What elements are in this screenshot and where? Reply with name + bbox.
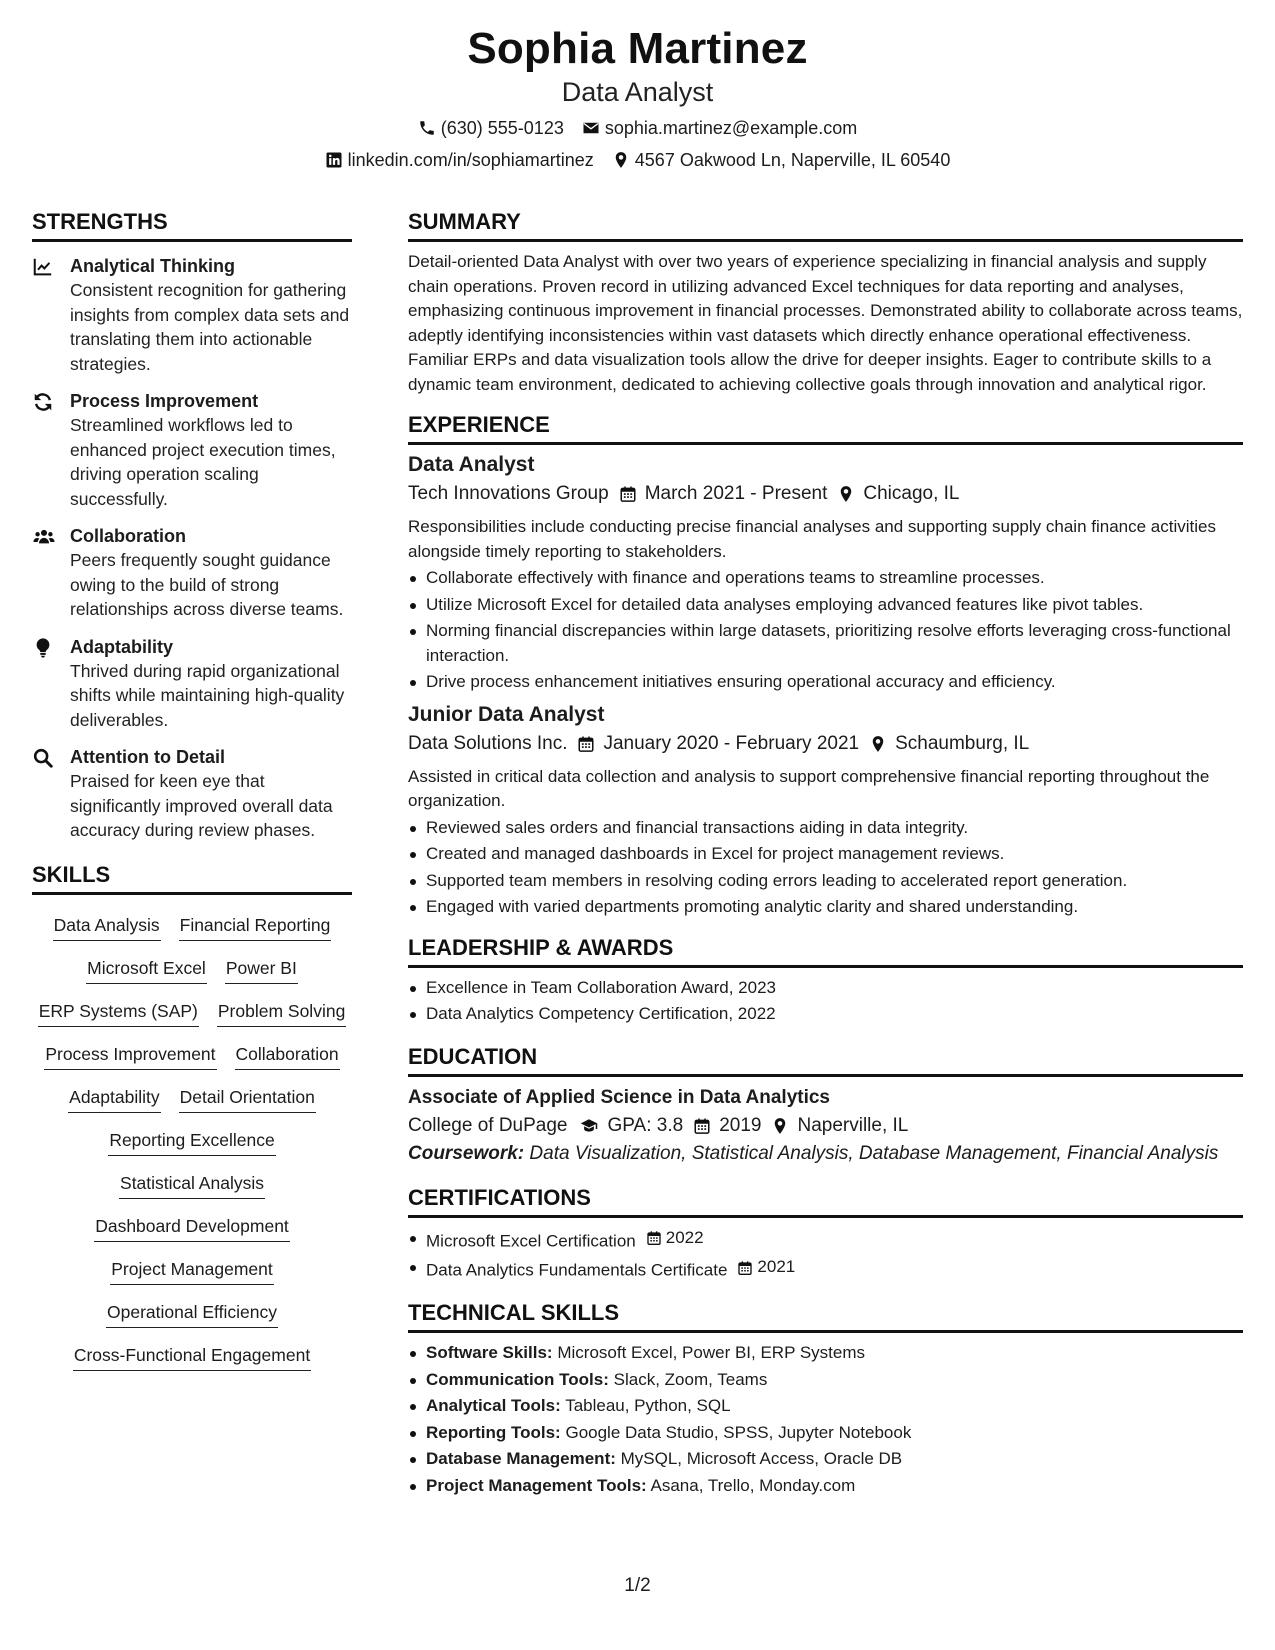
strength-item — [32, 254, 352, 376]
tech-value: Google Data Studio, SPSS, Jupyter Notebook — [565, 1422, 912, 1442]
list-item: Reviewed sales orders and financial transactions aiding in data integrity. — [408, 816, 1243, 841]
tech-value: Tableau, Python, SQL — [565, 1396, 731, 1415]
job-company: Tech Innovations Group — [408, 483, 609, 504]
calendar-icon — [646, 1230, 662, 1246]
list-item — [408, 1226, 1243, 1254]
tech-label: Project Management Tools: — [426, 1475, 647, 1495]
strength-item — [32, 635, 352, 733]
skill-tag: Cross-Functional Engagement — [73, 1343, 311, 1371]
skill-tag: Dashboard Development — [94, 1214, 290, 1242]
job-entry — [408, 451, 1243, 695]
job-bullets — [408, 816, 1243, 920]
contact-phone — [418, 116, 564, 140]
graduation-cap-icon — [578, 1117, 600, 1135]
skill-tag: Financial Reporting — [179, 913, 332, 941]
map-marker-icon — [869, 735, 887, 753]
cert-name: Data Analytics Fundamentals Certificate — [426, 1260, 728, 1280]
skills-list — [32, 913, 352, 1371]
map-marker-icon — [837, 485, 855, 503]
job-description: Assisted in critical data collection and analysis to support comprehensive financial reporting throughout the organization. — [408, 766, 1210, 810]
job-meta — [408, 729, 1243, 759]
coursework — [408, 1141, 1243, 1166]
tech-value: MySQL, Microsoft Access, Oracle DB — [620, 1449, 903, 1468]
job-dates: March 2021 - Present — [644, 483, 828, 504]
contact-row-1 — [0, 116, 1275, 140]
cert-year: 2021 — [757, 1257, 796, 1277]
strength-item — [32, 524, 352, 622]
list-item: Drive process enhancement initiatives ensuring operational accuracy and efficiency. — [408, 670, 1243, 695]
tech-label: Reporting Tools: — [426, 1422, 561, 1442]
list-item — [408, 1474, 1243, 1499]
map-marker-icon — [612, 151, 630, 169]
contact-linkedin[interactable] — [325, 148, 594, 172]
job-title: Data Analyst — [408, 453, 535, 476]
contact-row-2 — [0, 148, 1275, 172]
coursework-text: Data Visualization, Statistical Analysis, Database Management, Financial Analysis — [529, 1142, 1219, 1164]
linkedin-icon — [325, 151, 343, 169]
job-location: Schaumburg, IL — [895, 732, 1030, 754]
strength-desc: Streamlined workflows led to enhanced project execution times, driving operation scaling successfully. — [70, 415, 336, 509]
strength-item — [32, 745, 352, 843]
envelope-icon — [582, 119, 600, 137]
strength-desc: Praised for keen eye that significantly improved overall data accuracy during review phases. — [70, 771, 333, 840]
tech-label: Software Skills: — [426, 1343, 553, 1362]
skill-tag: Adaptability — [68, 1085, 160, 1113]
education-heading: EDUCATION — [408, 1043, 1243, 1077]
sync-icon — [32, 391, 54, 413]
technical-skills-heading: TECHNICAL SKILLS — [408, 1299, 1243, 1333]
contact-email[interactable] — [582, 116, 857, 140]
job-meta — [408, 479, 1243, 509]
strength-title: Attention to Detail — [70, 747, 225, 767]
skill-tag: Data Analysis — [53, 913, 161, 941]
list-item: Utilize Microsoft Excel for detailed data analyses employing advanced features like pivot tables. — [408, 593, 1243, 618]
education-entry — [408, 1085, 1243, 1166]
phone-text: (630) 555-0123 — [440, 118, 564, 138]
strength-title: Adaptability — [70, 636, 174, 657]
contact-address — [612, 148, 951, 172]
tech-label: Database Management: — [426, 1449, 616, 1468]
coursework-label: Coursework: — [408, 1142, 525, 1164]
calendar-icon — [693, 1117, 711, 1135]
job-description: Responsibilities include conducting precise financial analyses and supporting supply chain finance activities alongside timely reporting to stakeholders. — [408, 517, 1216, 561]
strength-desc: Thrived during rapid organizational shifts while maintaining high-quality deliverables. — [70, 660, 345, 730]
skill-tag: Reporting Excellence — [108, 1128, 275, 1156]
cert-year: 2022 — [665, 1227, 704, 1247]
list-item: Collaborate effectively with finance and operations teams to streamline processes. — [408, 566, 1243, 591]
phone-icon — [418, 119, 436, 137]
search-icon — [32, 747, 54, 769]
strength-title: Analytical Thinking — [70, 256, 236, 276]
map-marker-icon — [771, 1117, 789, 1135]
tech-value: Slack, Zoom, Teams — [613, 1369, 768, 1389]
tech-value: Asana, Trello, Monday.com — [650, 1475, 856, 1495]
list-item — [408, 1447, 1243, 1472]
address-text: 4567 Oakwood Ln, Naperville, IL 60540 — [634, 150, 951, 170]
job-company: Data Solutions Inc. — [408, 732, 568, 754]
education-year: 2019 — [719, 1114, 762, 1136]
experience-heading: EXPERIENCE — [408, 411, 1243, 445]
strength-title: Collaboration — [70, 526, 186, 546]
tech-label: Analytical Tools: — [426, 1396, 561, 1415]
calendar-icon — [737, 1260, 753, 1276]
job-location: Chicago, IL — [863, 483, 960, 504]
linkedin-text[interactable]: linkedin.com/in/sophiamartinez — [347, 150, 594, 170]
list-item: Engaged with varied departments promoting analytic clarity and shared understanding. — [408, 895, 1243, 920]
users-icon — [32, 526, 56, 548]
degree-title: Associate of Applied Science in Data Analytics — [408, 1086, 830, 1108]
job-title: Junior Data Analyst — [408, 702, 605, 726]
list-item — [408, 1341, 1243, 1366]
certifications-heading: CERTIFICATIONS — [408, 1184, 1243, 1218]
school-name: College of DuPage — [408, 1114, 568, 1136]
summary-text: Detail-oriented Data Analyst with over two years of experience specializing in financial analysis and supply chain operations. Proven record in utilizing advanced Excel techniques for data reporting and analyses, emphasizing continuous improvement in financial processes. Demonstrated ability to collaborate across teams, adeptly identifying inconsistencies within vast datasets which directly enhance operational effectiveness. Familiar ERPs and data visualization tools allow the drive for deeper insights. Eager to contribute skills to a dynamic team environment, dedicated to achieving collective goals through innovation and analytical rigor. — [408, 252, 1243, 394]
cert-name: Microsoft Excel Certification — [426, 1230, 636, 1250]
list-item: Excellence in Team Collaboration Award, 2023 — [408, 976, 1243, 1001]
strength-item — [32, 389, 352, 511]
email-text[interactable]: sophia.martinez@example.com — [604, 118, 858, 138]
job-entry — [408, 701, 1243, 920]
page-number: 1/2 — [624, 1575, 651, 1596]
candidate-name: Sophia Martinez — [467, 24, 808, 73]
skill-tag: Collaboration — [235, 1042, 340, 1070]
leadership-heading: LEADERSHIP & AWARDS — [408, 934, 1243, 968]
right-column — [408, 208, 1243, 1500]
skill-tag: Statistical Analysis — [119, 1171, 265, 1199]
gpa-text: GPA: 3.8 — [607, 1114, 684, 1136]
education-location: Naperville, IL — [797, 1114, 909, 1136]
calendar-icon — [577, 735, 595, 753]
job-bullets — [408, 566, 1243, 695]
strength-desc: Peers frequently sought guidance owing to the build of strong relationships across diverse teams. — [70, 550, 344, 619]
skill-tag: Project Management — [110, 1257, 273, 1285]
job-dates: January 2020 - February 2021 — [603, 732, 860, 754]
education-meta — [408, 1111, 1243, 1141]
strengths-heading: STRENGTHS — [32, 208, 352, 242]
resume-header — [0, 22, 1275, 172]
summary-heading: SUMMARY — [408, 208, 1243, 242]
skill-tag: Operational Efficiency — [106, 1300, 278, 1328]
tech-value: Microsoft Excel, Power BI, ERP Systems — [557, 1343, 866, 1362]
left-column — [32, 208, 352, 1371]
skill-tag: ERP Systems (SAP) — [38, 999, 199, 1027]
skills-heading: SKILLS — [32, 861, 352, 895]
candidate-title: Data Analyst — [561, 77, 714, 107]
list-item — [408, 1394, 1243, 1419]
skill-tag: Power BI — [225, 956, 298, 984]
list-item: Norming financial discrepancies within large datasets, prioritizing resolve efforts leveraging cross-functional interaction. — [408, 619, 1243, 668]
list-item: Data Analytics Competency Certification, 2022 — [408, 1002, 1243, 1027]
skill-tag: Problem Solving — [217, 999, 346, 1027]
list-item: Supported team members in resolving coding errors leading to accelerated report generation. — [408, 869, 1243, 894]
tech-label: Communication Tools: — [426, 1369, 609, 1389]
skill-tag: Process Improvement — [44, 1042, 216, 1070]
list-item — [408, 1421, 1243, 1446]
list-item: Created and managed dashboards in Excel for project management reviews. — [408, 842, 1243, 867]
list-item — [408, 1368, 1243, 1393]
skill-tag: Detail Orientation — [179, 1085, 316, 1113]
strength-title: Process Improvement — [70, 391, 259, 411]
certifications-list — [408, 1226, 1243, 1284]
chart-line-icon — [32, 256, 54, 278]
technical-skills-list — [408, 1341, 1243, 1498]
leadership-list — [408, 976, 1243, 1027]
lightbulb-icon — [32, 637, 54, 659]
calendar-icon — [619, 485, 637, 503]
skill-tag: Microsoft Excel — [86, 956, 207, 984]
list-item — [408, 1255, 1243, 1283]
strength-desc: Consistent recognition for gathering insights from complex data sets and translating them into actionable strategies. — [70, 280, 350, 374]
